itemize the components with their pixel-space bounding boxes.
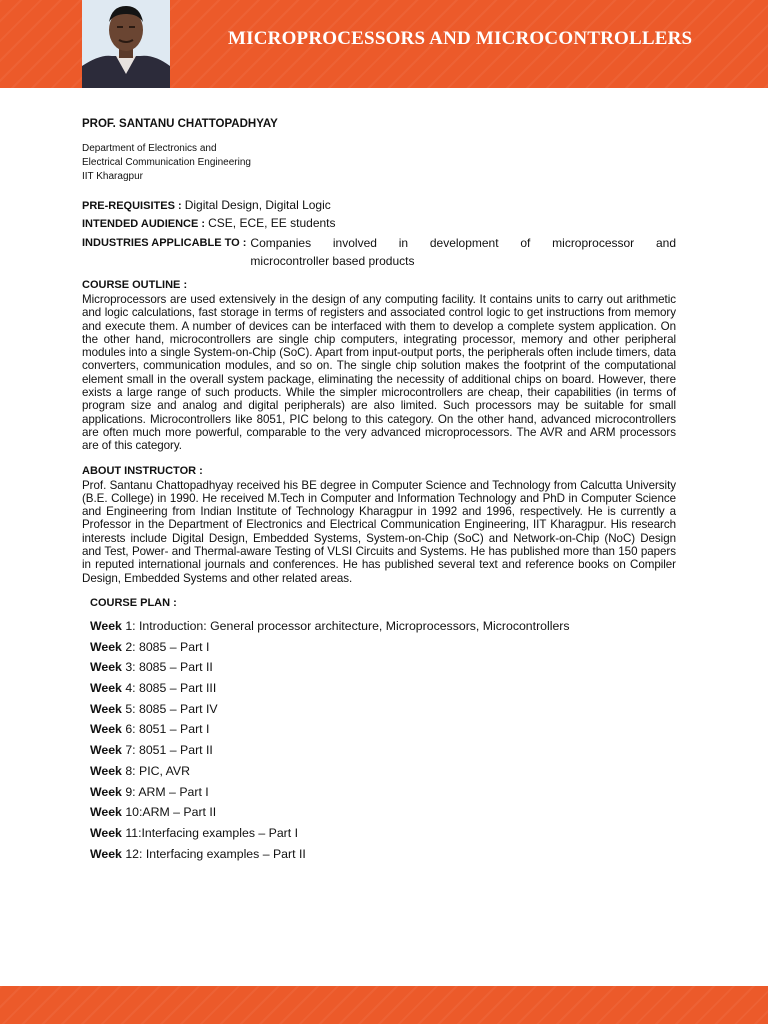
week-label: Week bbox=[90, 681, 122, 696]
intended-audience bbox=[82, 215, 676, 233]
week-label: Week bbox=[90, 722, 122, 737]
prerequisites-label: PRE-REQUISITES : bbox=[82, 200, 185, 212]
department-line-1: Department of Electronics and bbox=[82, 143, 217, 154]
industries-value-line-2: microcontroller based products bbox=[250, 254, 415, 268]
week-text: 1: Introduction: General processor architecture, Microprocessors, Microcontrollers bbox=[121, 618, 570, 633]
week-text: 4: 8085 – Part III bbox=[121, 681, 217, 696]
department-line-2: Electrical Communication Engineering bbox=[82, 157, 251, 168]
week-item bbox=[90, 740, 676, 761]
week-text: 11:Interfacing examples – Part I bbox=[121, 825, 299, 840]
instructor-name: PROF. SANTANU CHATTOPADHYAY bbox=[82, 118, 278, 130]
week-item bbox=[90, 678, 676, 699]
week-item bbox=[90, 699, 676, 720]
industries-label: INDUSTRIES APPLICABLE TO : bbox=[82, 237, 247, 249]
audience-label: INTENDED AUDIENCE : bbox=[82, 218, 209, 230]
week-text: 7: 8051 – Part II bbox=[121, 743, 213, 758]
audience-value: CSE, ECE, EE students bbox=[208, 216, 336, 230]
week-item bbox=[90, 761, 676, 782]
week-item bbox=[90, 637, 676, 658]
institute-line: IIT Kharagpur bbox=[82, 171, 143, 182]
industries-applicable bbox=[82, 234, 676, 270]
week-item bbox=[90, 719, 676, 740]
week-text: 8: PIC, AVR bbox=[121, 763, 191, 778]
prerequisites-value: Digital Design, Digital Logic bbox=[184, 198, 331, 212]
week-text: 2: 8085 – Part I bbox=[121, 639, 210, 654]
week-label: Week bbox=[90, 660, 122, 675]
instructor-photo bbox=[82, 0, 170, 88]
week-item bbox=[90, 782, 676, 803]
about-instructor-heading: ABOUT INSTRUCTOR : bbox=[82, 464, 203, 477]
week-text: 3: 8085 – Part II bbox=[121, 660, 213, 675]
prerequisites bbox=[82, 197, 676, 215]
week-label: Week bbox=[90, 701, 122, 716]
week-label: Week bbox=[90, 763, 122, 778]
week-item bbox=[90, 802, 676, 823]
week-text: 6: 8051 – Part I bbox=[121, 722, 210, 737]
about-instructor-text: Prof. Santanu Chattopadhyay received his BE degree in Computer Science and Technology from Calcutta University (B.E. College) in 1990. He received M.Tech in Computer and Information Technology and PhD in Computer Science and Engineering from Indian Institute of Technology Kharagpur in 1992 and 1996, respectively. He is currently a Professor in the Department of Electronics and Electrical Communication Engineering, IIT Kharagpur. His research interests include Digital Design, Embedded Systems, System-on-Chip (SoC) and Network-on-Chip (NoC) Design and Test, Power- and Thermal-aware Testing of VLSI Circuits and Systems. He has published more than 150 papers in reputed international journals and conferences. He has published several text and reference books on Compiler Design, Embedded Systems and other related areas. bbox=[82, 478, 676, 585]
week-list bbox=[90, 616, 676, 864]
week-label: Week bbox=[90, 639, 122, 654]
week-label: Week bbox=[90, 825, 122, 840]
header-banner bbox=[0, 0, 768, 88]
industries-value-line-1: Companies involved in development of microprocessor and bbox=[250, 236, 676, 250]
week-text: 9: ARM – Part I bbox=[121, 784, 209, 799]
week-item bbox=[90, 844, 676, 865]
week-item bbox=[90, 823, 676, 844]
week-text: 10:ARM – Part II bbox=[121, 805, 217, 820]
industries-value bbox=[250, 234, 676, 270]
course-title: MICROPROCESSORS AND MICROCONTROLLERS bbox=[228, 28, 693, 49]
week-item bbox=[90, 616, 676, 637]
footer-banner bbox=[0, 986, 768, 1024]
week-label: Week bbox=[90, 784, 122, 799]
course-outline-heading: COURSE OUTLINE : bbox=[82, 279, 188, 291]
course-plan-heading: COURSE PLAN : bbox=[90, 596, 177, 609]
week-label: Week bbox=[90, 846, 122, 861]
week-text: 5: 8085 – Part IV bbox=[121, 701, 218, 716]
course-outline-text: Microprocessors are used extensively in the design of any computing facility. It contains units to carry out arithmetic and logic calculations, fast storage in terms of registers and associated control logic to get instructions from memory and execute them. A number of devices can be interfaced with them to develop a complete system application. On the other hand, microcontrollers are single chip computers, integrating processor, memory and other peripheral modules into a single System-on-Chip (SoC). Apart from input-output ports, the peripherals often include timers, data converters, communication modules, and so on. The single chip solution makes the footprint of the computational element small in the overall system package, eliminating the necessity of additional chips on board. However, there exists a large range of such products. While the simpler microcontrollers are cheap, their capabilities (in terms of program size and analog and digital peripherals) are also limited. Such processors may be suitable for small applications. Microcontrollers like 8051, PIC belong to this category. On the other hand, advanced microcontrollers are often much more powerful, comparable to the very advanced microprocessors. The AVR and ARM processors are of this category. bbox=[82, 293, 676, 453]
week-label: Week bbox=[90, 805, 122, 820]
week-text: 12: Interfacing examples – Part II bbox=[121, 846, 306, 861]
week-label: Week bbox=[90, 743, 122, 758]
week-label: Week bbox=[90, 618, 122, 633]
course-plan bbox=[90, 597, 676, 864]
document-body bbox=[82, 118, 676, 864]
week-item bbox=[90, 657, 676, 678]
